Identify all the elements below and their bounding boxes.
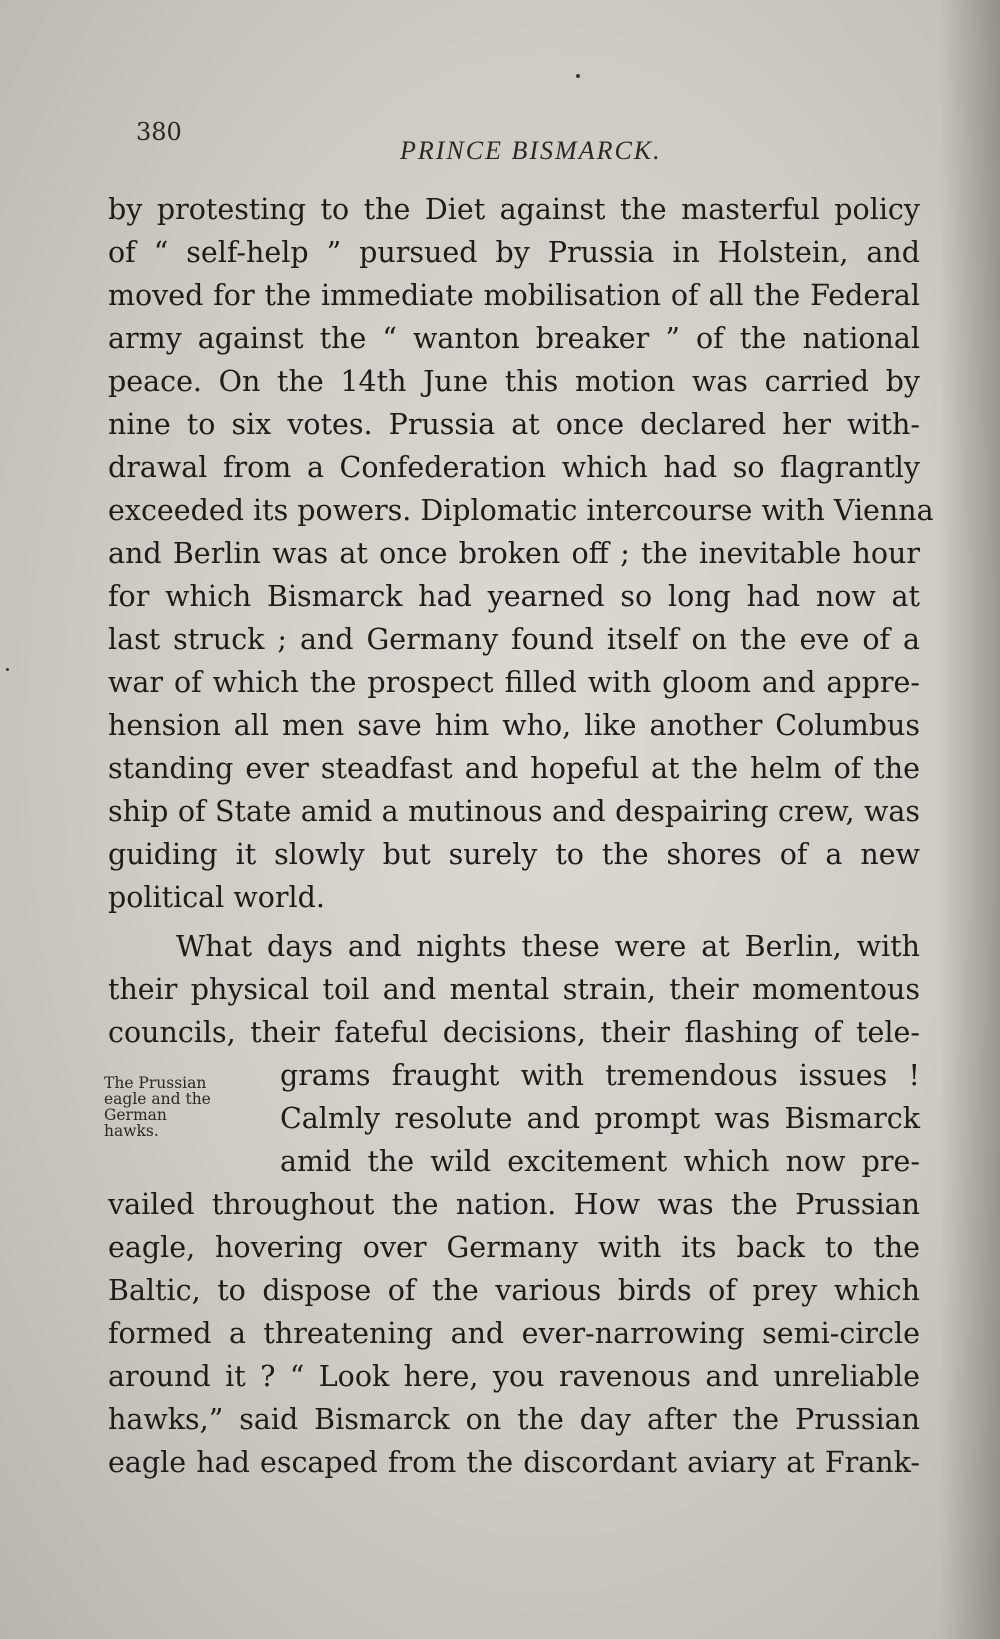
margin-note-line: The Prussian bbox=[104, 1074, 207, 1092]
text-line: grams fraught with tremendous issues ! bbox=[280, 1059, 920, 1092]
text-line: nine to six votes. Prussia at once declared her with- bbox=[108, 408, 920, 441]
text-line: for which Bismarck had yearned so long had now at bbox=[108, 580, 920, 613]
paragraph bbox=[108, 925, 920, 1484]
text-line: eagle, hovering over Germany with its back to the bbox=[108, 1231, 920, 1264]
margin-note bbox=[104, 1075, 264, 1139]
text-line: their physical toil and mental strain, their momentous bbox=[108, 973, 920, 1006]
text-line: ship of State amid a mutinous and despairing crew, was bbox=[108, 795, 920, 828]
text-line: by protesting to the Diet against the masterful policy bbox=[108, 193, 920, 226]
page-number: 380 bbox=[136, 118, 182, 146]
margin-note-line: hawks. bbox=[104, 1122, 159, 1140]
text-line: moved for the immediate mobilisation of all the Federal bbox=[108, 279, 920, 312]
text-line: amid the wild excitement which now pre- bbox=[280, 1145, 920, 1178]
text-line: Baltic, to dispose of the various birds of prey which bbox=[108, 1274, 920, 1307]
text-line: peace. On the 14th June this motion was carried by bbox=[108, 365, 920, 398]
text-line: last struck ; and Germany found itself on the eve of a bbox=[108, 623, 920, 656]
text-line: vailed throughout the nation. How was the Prussian bbox=[108, 1188, 920, 1221]
running-title: PRINCE BISMARCK. bbox=[400, 136, 662, 165]
text-line: Calmly resolute and prompt was Bismarck bbox=[280, 1102, 920, 1135]
text-line: hension all men save him who, like another Columbus bbox=[108, 709, 920, 742]
text-line: standing ever steadfast and hopeful at the helm of the bbox=[108, 752, 920, 785]
paper-speck bbox=[576, 74, 580, 78]
text-line: eagle had escaped from the discordant aviary at Frank- bbox=[108, 1446, 920, 1479]
text-line: political world. bbox=[108, 881, 325, 914]
text-line: councils, their fateful decisions, their flashing of tele- bbox=[108, 1016, 920, 1049]
text-line: hawks,” said Bismarck on the day after the Prussian bbox=[108, 1403, 920, 1436]
text-line: army against the “ wanton breaker ” of the national bbox=[108, 322, 920, 355]
text-line: What days and nights these were at Berlin, with bbox=[176, 930, 920, 963]
body-text bbox=[108, 188, 934, 1484]
text-line: drawal from a Confederation which had so flagrantly bbox=[108, 451, 920, 484]
text-line: of “ self-help ” pursued by Prussia in Holstein, and bbox=[108, 236, 920, 269]
margin-note-line: German bbox=[104, 1106, 167, 1124]
margin-note-line: eagle and the bbox=[104, 1090, 211, 1108]
text-line: around it ? “ Look here, you ravenous and unreliable bbox=[108, 1360, 920, 1393]
paragraph bbox=[108, 188, 934, 919]
text-line: formed a threatening and ever-narrowing semi-circle bbox=[108, 1317, 920, 1350]
text-line: and Berlin was at once broken off ; the inevitable hour bbox=[108, 537, 920, 570]
page-edge-shadow bbox=[940, 0, 1000, 1639]
text-line: war of which the prospect filled with gloom and appre- bbox=[108, 666, 920, 699]
text-line: guiding it slowly but surely to the shores of a new bbox=[108, 838, 920, 871]
text-line: exceeded its powers. Diplomatic intercourse with Vienna bbox=[108, 494, 934, 527]
paper-speck bbox=[6, 668, 9, 671]
